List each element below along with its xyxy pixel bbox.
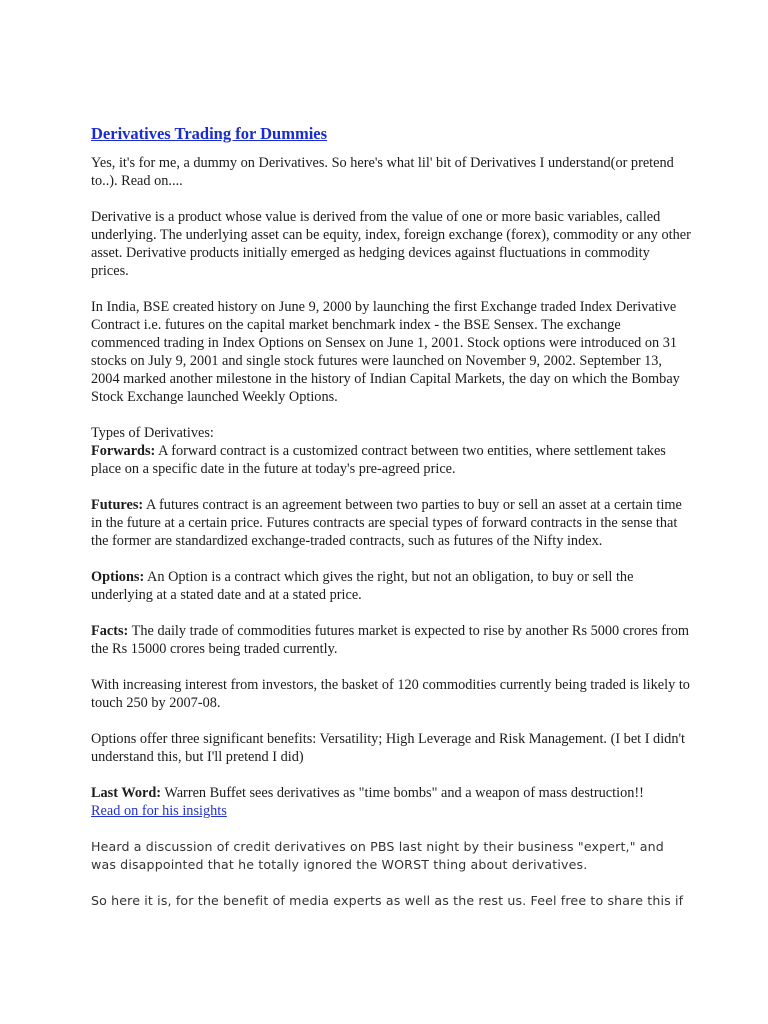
facts-text: The daily trade of commodities futures market is expected to rise by another Rs 5000 crores from the Rs 15000 crores being traded currently. xyxy=(91,623,690,657)
benefits-paragraph: Options offer three significant benefits: Versatility; High Leverage and Risk Management. (I bet I didn't understand this, but I'll pretend I did) xyxy=(91,731,686,765)
last-word-label: Last Word: xyxy=(91,785,162,801)
definition-paragraph: Derivative is a product whose value is derived from the value of one or more basic variables, called underlying. The underlying asset can be equity, index, foreign exchange (forex), commodity or any other asset. Derivative products initially emerged as hedging devices against fluctuations in commodity prices. xyxy=(91,209,691,279)
facts-label: Facts: xyxy=(91,623,129,639)
facts-paragraph xyxy=(91,622,691,658)
forwards-text: A forward contract is a customized contract between two entities, where settlement takes place on a specific date in the future at today's pre-agreed price. xyxy=(91,443,666,477)
futures-paragraph xyxy=(91,496,691,550)
options-text: An Option is a contract which gives the right, but not an obligation, to buy or sell the underlying at a stated date and at a stated price. xyxy=(91,569,634,603)
article-title[interactable] xyxy=(91,124,691,144)
types-heading: Types of Derivatives: xyxy=(91,425,214,441)
forwards-paragraph xyxy=(91,442,691,478)
options-label: Options: xyxy=(91,569,145,585)
futures-text: A futures contract is an agreement between two parties to buy or sell an asset at a certain time in the future at a certain price. Futures contracts are special types of forward contracts in the sense that the former are standardized exchange-traded contracts, such as futures of the Nifty index. xyxy=(91,497,682,549)
last-word-paragraph xyxy=(91,784,691,820)
document-body xyxy=(91,124,691,928)
forwards-label: Forwards: xyxy=(91,443,156,459)
read-on-link[interactable]: Read on for his insights xyxy=(91,803,227,819)
intro-paragraph: Yes, it's for me, a dummy on Derivatives. So here's what lil' bit of Derivatives I understand(or pretend to..). Read on.... xyxy=(91,155,674,189)
futures-label: Futures: xyxy=(91,497,144,513)
india-history-paragraph: In India, BSE created history on June 9, 2000 by launching the first Exchange traded Index Derivative Contract i.e. futures on the capital market benchmark index - the BSE Sensex. The exchange commenced trading in Index Options on Sensex on June 1, 2001. Stock options were introduced on 31 stocks on July 9, 2001 and single stock futures were launched on November 9, 2002. September 13, 2004 marked another milestone in the history of Indian Capital Markets, the day on which the Bombay Stock Exchange launched Weekly Options. xyxy=(91,299,680,405)
last-word-text: Warren Buffet sees derivatives as "time bombs" and a weapon of mass destruction!! xyxy=(161,785,644,801)
media-experts-paragraph: So here it is, for the benefit of media experts as well as the rest us. Feel free to share this if xyxy=(91,893,684,908)
options-paragraph xyxy=(91,568,691,604)
increasing-interest-paragraph: With increasing interest from investors, the basket of 120 commodities currently being traded is likely to touch 250 by 2007-08. xyxy=(91,677,690,711)
article-title-link[interactable]: Derivatives Trading for Dummies xyxy=(91,124,328,143)
credit-discussion-paragraph: Heard a discussion of credit derivatives on PBS last night by their business "expert," and was disappointed that he totally ignored the WORST thing about derivatives. xyxy=(91,839,664,872)
